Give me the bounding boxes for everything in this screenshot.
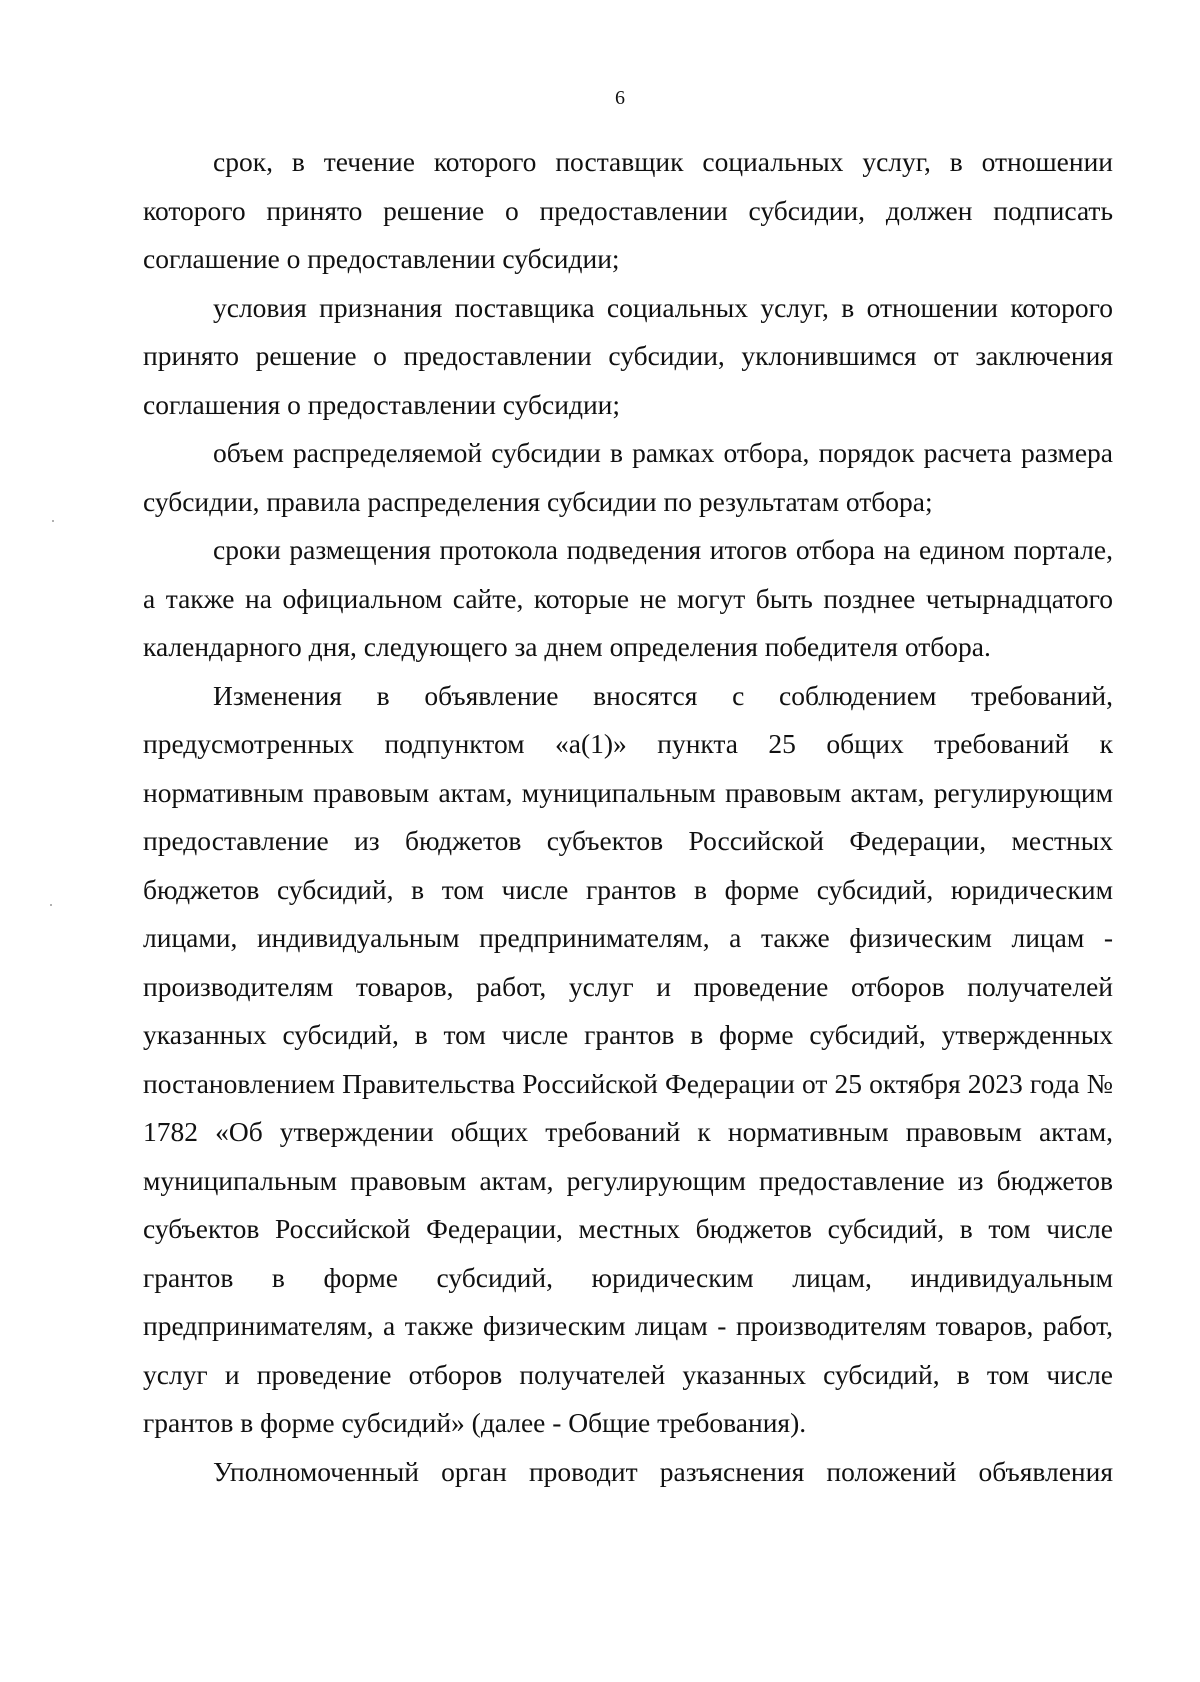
page-number: 6 <box>615 87 625 109</box>
scan-speck <box>50 904 52 906</box>
paragraph-signing-deadline: срок, в течение которого поставщик социальных услуг, в отношении которого принято решение о предоставлении субсидии, должен подписать соглашение о предоставлении субсидии; <box>143 146 1113 274</box>
paragraph-subsidy-volume: объем распределяемой субсидии в рамках отбора, порядок расчета размера субсидии, правила распределения субсидии по результатам отбора; <box>143 437 1113 517</box>
paragraph-clarifications: Уполномоченный орган проводит разъяснения положений объявления <box>213 1455 1113 1487</box>
paragraph-evasion-conditions: условия признания поставщика социальных услуг, в отношении которого принято решение о предоставлении субсидии, уклонившимся от заключения соглашения о предоставлении субсидии; <box>143 291 1113 420</box>
paragraph-announcement-changes: Изменения в объявление вносятся с соблюдением требований, предусмотренных подпунктом «а(1)» пункта 25 общих требований к нормативным правовым актам, муниципальным правовым актам, регулирующим предоставление из бюджетов субъектов Российской Федерации, местных бюджетов субсидий, в том числе грантов в форме субсидий, юридическим лицами, индивидуальным предпринимателям, а также физическим лицам - производителям товаров, работ, услуг и проведение отборов получателей указанных субсидий, в том числе грантов в форме субсидий, утвержденных постановлением Правительства Российской Федерации от 25 октября 2023 года № 1782 «Об утверждении общих требований к нормативным правовым актам, муниципальным правовым актам, регулирующим предоставление из бюджетов субъектов Российской Федерации, местных бюджетов субсидий, в том числе грантов в форме субсидий, юридическим лицам, индивидуальным предпринимателям, а также физическим лицам - производителям товаров, работ, услуг и проведение отборов получателей указанных субсидий, в том числе грантов в форме субсидий» (далее - Общие требования). <box>143 679 1113 1438</box>
document-body <box>143 138 1113 1496</box>
paragraph-protocol-deadlines: сроки размещения протокола подведения итогов отбора на едином портале, а также на официальном сайте, которые не могут быть позднее четырнадцатого календарного дня, следующего за днем определения победителя отбора. <box>143 534 1113 662</box>
scan-speck <box>52 520 54 522</box>
